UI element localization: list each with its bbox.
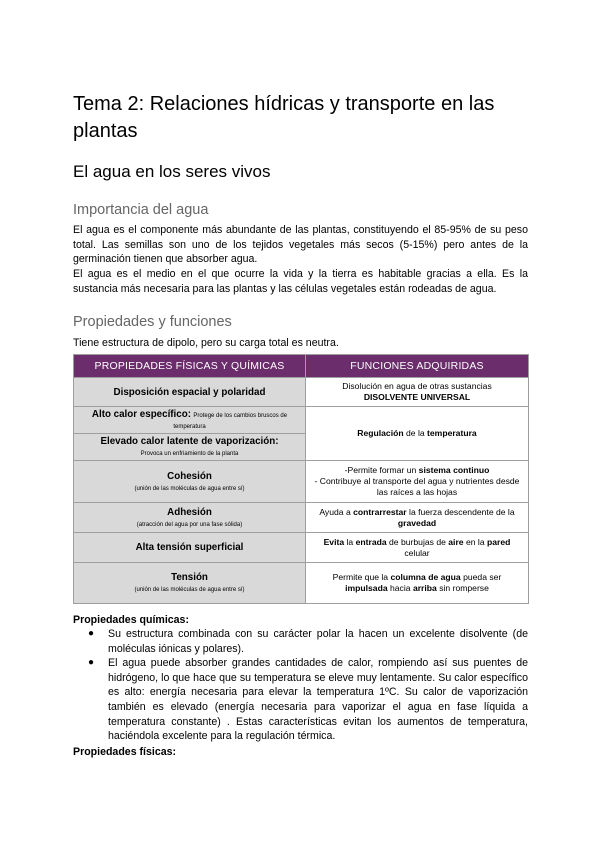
table-row [74,563,529,604]
function-text: pueda ser [460,572,502,582]
table-header-cell: PROPIEDADES FÍSICAS Y QUÍMICAS [74,355,306,378]
table-cell [306,407,529,461]
function-highlight: arriba [412,583,437,593]
table-row [74,407,529,434]
table-cell [306,563,529,604]
function-highlight: aire [448,536,464,547]
table-cell [74,378,306,407]
document-title: Tema 2: Relaciones hídricas y transporte en las plantas [73,93,495,142]
paragraph-importancia-1: El agua es el componente más abundante de las plantas, constituyendo el 85-95% de su peso total. Las semillas son uno de los tejidos vegetales más secos (5-15%) pero antes de la germinación tienen que absorber agua. [73,224,528,266]
function-highlight: impulsada [345,583,388,593]
property-name: Adhesión [167,506,212,518]
bullet-icon: ● [88,628,95,639]
function-text: de la [403,428,428,438]
property-name: Disposición espacial y polaridad [113,386,266,398]
function-text: sin romperse [436,583,489,593]
function-highlight: sistema continuo [418,465,490,475]
property-name: Alto calor específico: [91,409,191,420]
table-cell [74,503,306,533]
function-text: de burbujas de [386,536,449,547]
function-text: la fuerza descendente de la [406,506,515,517]
property-note: (unión de las moléculas de agua entre sí) [134,587,245,593]
function-highlight: Evita [323,536,345,547]
property-name: Elevado calor latente de vaporización: [100,436,279,447]
function-highlight: Regulación [357,428,404,438]
table-header-row [74,355,529,378]
function-text: la [344,536,356,547]
table-cell [74,407,306,434]
paragraph-importancia-2: El agua es el medio en el que ocurre la vida y la tierra es habitable gracias a ella. Es la sustancia más necesaria para las plantas y las células vegetales están rodeadas de agua. [73,268,528,295]
table-cell [74,563,306,604]
table-cell [74,434,306,461]
table-row [74,503,529,533]
function-text: Permite que la [332,572,391,582]
label-propiedades-quimicas: Propiedades químicas: [73,614,189,626]
function-highlight: contrarrestar [353,506,407,517]
table-row [74,378,529,407]
list-item-text: Su estructura combinada con su carácter polar la hacen un excelente disolvente (de moléculas iónicas y polares). [108,628,528,655]
table-header-cell: FUNCIONES ADQUIRIDAS [306,355,529,378]
list-item [73,656,528,744]
table-cell [306,503,529,533]
property-note: (unión de las moléculas de agua entre sí) [134,485,245,492]
table-cell [74,461,306,503]
function-highlight: columna de agua [390,572,461,582]
property-name: Tensión [171,572,208,583]
table-cell [306,461,529,503]
table-cell [74,533,306,563]
property-note: (atracción del agua por una fase sólida) [136,521,243,528]
property-note: Provoca un enfriamiento de la planta [140,451,239,457]
property-note: Protege de los cambios bruscos de temperatura [173,413,288,430]
function-text: en la [463,536,487,547]
function-highlight: DISOLVENTE UNIVERSAL [363,392,471,402]
function-text: - Contribuye al transporte del agua y nutrientes desde las raíces a las hojas [314,476,520,497]
bullet-icon: ● [88,657,95,669]
paragraph-dipolo: Tiene estructura de dipolo, pero su carga total es neutra. [73,337,339,349]
subheading-propiedades: Propiedades y funciones [73,314,232,330]
properties-table [73,354,529,604]
function-highlight: entrada [355,536,387,547]
list-propiedades-quimicas [73,627,528,744]
list-item-text: El agua puede absorber grandes cantidades de calor, rompiendo así sus puentes de hidrógeno, lo que hace que su temperatura se eleve muy lentamente. Su calor específico es alto: energía necesaria para elevar la temperatura 1ºC. Su calor de vaporización también es elevado (energía necesaria para vaporizar el agua en fase líquida a temperatura constante) . Estas características evitan los aumentos de temperatura, haciéndola excelente para la regulación térmica. [108,657,528,743]
function-text: Disolución en agua de otras sustancias [342,381,492,391]
subheading-importancia: Importancia del agua [73,202,209,218]
function-text: Ayuda a [319,506,354,517]
function-highlight: gravedad [397,517,437,528]
section-heading-agua: El agua en los seres vivos [73,162,271,181]
property-name: Alta tensión superficial [135,542,244,553]
table-cell [306,533,529,563]
table-cell [306,378,529,407]
property-name: Cohesión [167,470,212,482]
list-item [73,627,528,656]
table-row [74,461,529,503]
function-text: celular [404,547,430,558]
function-highlight: pared [487,536,511,547]
table-row [74,533,529,563]
function-text: hacia [387,583,413,593]
label-propiedades-fisicas: Propiedades físicas: [73,746,177,758]
function-text: -Permite formar un [344,465,419,475]
function-highlight: temperatura [427,428,477,438]
